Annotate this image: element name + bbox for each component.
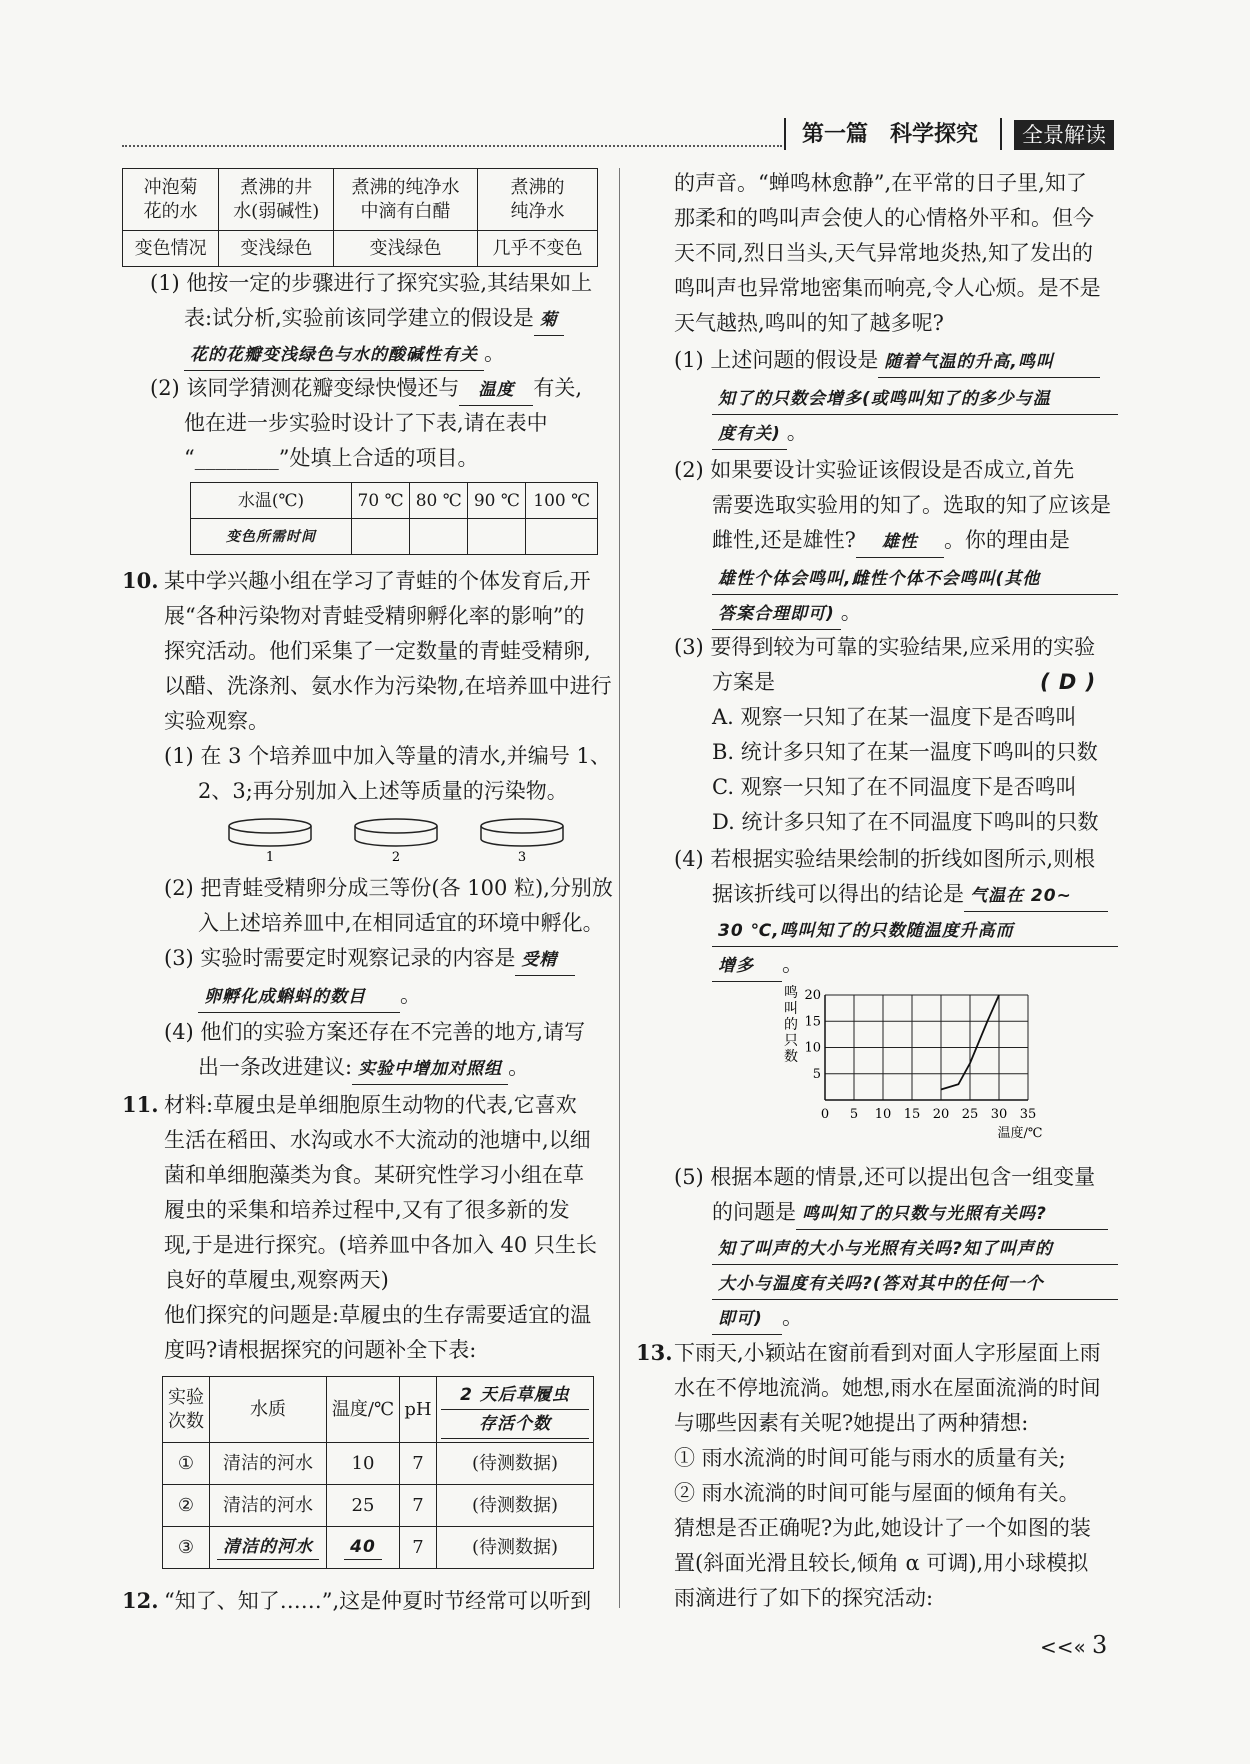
dish-label: 1 <box>265 850 275 864</box>
col-header: 水质 <box>210 1377 327 1443</box>
q10-s3b: 卵孵化成蝌蚪的数目 。 <box>198 980 421 1013</box>
cell-result: (待测数据) <box>437 1443 594 1485</box>
y-tick-label: 5 <box>812 1066 821 1082</box>
q10-l4: 以醋、洗涤剂、氨水作为污染物,在培养皿中进行 <box>164 674 612 698</box>
x-tick-label: 35 <box>1019 1107 1037 1122</box>
q13-l5: 置(斜面光滑且较长,倾角 α 可调),用小球模拟 <box>674 1551 1089 1575</box>
q11-l1: 材料:草履虫是单细胞原生动物的代表,它喜欢 <box>164 1093 577 1117</box>
y-tick-label: 10 <box>804 1040 821 1056</box>
col-header-answer <box>437 1377 594 1443</box>
q11-number: 11. <box>122 1092 159 1117</box>
table1-header: 煮沸的 纯净水 <box>477 169 597 231</box>
answer-q10-3b: 卵孵化成蝌蚪的数目 <box>198 982 400 1013</box>
q12-s1c: 度有关) 。 <box>712 417 808 450</box>
table-row <box>163 1527 594 1569</box>
header-badge: 全景解读 <box>1014 120 1114 150</box>
q12-r4: 鸣叫声也异常地密集而响亮,令人心烦。是不是 <box>674 276 1101 300</box>
q10-l2: 展“各种污染物对青蛙受精卵孵化率的影响”的 <box>164 604 585 628</box>
option-d: D. 统计多只知了在不同温度下鸣叫的只数 <box>712 810 1099 834</box>
y-label-char: 鸣 <box>784 985 798 1001</box>
page-number: 3 <box>1092 1631 1108 1659</box>
q12-s5d <box>712 1267 1118 1300</box>
petri-dishes <box>220 814 590 864</box>
answer-q12-5b: 知了叫声的大小与光照有关吗?知了叫声的 <box>712 1234 1118 1265</box>
q9-p2a: (2) 该同学猜测花瓣变绿快慢还与 温度 有关, <box>150 373 582 406</box>
q12-s2f: 答案合理即可) 。 <box>712 597 862 630</box>
q9-p2b: 他在进一步实验时设计了下表,请在表中 <box>184 411 548 435</box>
answer-q12-1c: 度有关) <box>712 419 787 450</box>
q12-s4a: (4) 若根据实验结果绘制的折线如图所示,则根 <box>674 847 1096 871</box>
q13-l6: 雨滴进行了如下的探究活动: <box>674 1586 934 1610</box>
q12-s4d: 增多 。 <box>712 949 803 982</box>
answer-q11-water: 清洁的河水 <box>217 1535 319 1560</box>
q12-s1b <box>712 382 1118 415</box>
y-tick-label: 20 <box>804 988 821 1003</box>
q12-s5e: 即可) 。 <box>712 1302 803 1335</box>
q12-r3: 天不同,烈日当头,天气异常地炎热,知了发出的 <box>674 241 1094 265</box>
q10-s1b: 2、3;再分别加入上述等质量的污染物。 <box>198 779 568 803</box>
column-divider <box>619 168 620 1608</box>
q12-s2c: 雌性,还是雄性? 雄性 。你的理由是 <box>712 525 1070 558</box>
footer-arrows: <<« <box>1040 1635 1086 1659</box>
cell-n: ③ <box>163 1527 210 1569</box>
cell-water: 清洁的河水 <box>210 1443 327 1485</box>
y-label-char: 数 <box>784 1049 798 1065</box>
chart-ylabel <box>784 985 798 1065</box>
x-tick-label: 15 <box>903 1107 921 1122</box>
q9-p1b: 表:试分析,实验前该同学建立的假设是 菊 <box>184 303 564 336</box>
table1-header: 冲泡菊 花的水 <box>123 169 219 231</box>
table-row <box>163 1485 594 1527</box>
answer-q12-2b: 雄性个体会鸣叫,雌性个体不会鸣叫(其他 <box>712 564 1118 595</box>
table-row <box>163 1443 594 1485</box>
table-paramecium <box>162 1376 594 1569</box>
dish-label: 2 <box>391 850 401 864</box>
header-dotted-rule <box>122 145 782 147</box>
y-label-char: 只 <box>784 1033 798 1049</box>
x-tick-label: 25 <box>961 1107 979 1122</box>
q11-l7: 他们探究的问题是:草履虫的生存需要适宜的温 <box>164 1303 592 1327</box>
col-header: 实验 次数 <box>163 1377 210 1443</box>
q12-s2b: 需要选取实验用的知了。选取的知了应该是 <box>712 493 1111 517</box>
x-tick-label: 10 <box>874 1107 892 1122</box>
q10-s4b: 出一条改进建议: 实验中增加对照组 。 <box>198 1052 529 1085</box>
answer-q11-h5a: 2 天后草履虫 <box>441 1381 589 1410</box>
q13-g2: ② 雨水流淌的时间可能与屋面的倾角有关。 <box>674 1481 1080 1505</box>
q12-number: 12. <box>122 1588 159 1613</box>
answer-q9-table: 变色所需时间 <box>191 519 352 555</box>
q12-s2e <box>712 562 1118 595</box>
q12-s5b: 的问题是 鸣叫知了的只数与光照有关吗? <box>712 1197 1108 1230</box>
q12-s3a: (3) 要得到较为可靠的实验结果,应采用的实验 <box>674 635 1096 659</box>
q10-l5: 实验观察。 <box>164 709 269 733</box>
q10-l1: 某中学兴趣小组在学习了青蛙的个体发育后,开 <box>164 569 591 593</box>
q12-s5a: (5) 根据本题的情景,还可以提出包含一组变量 <box>674 1165 1096 1189</box>
table1-cell: 变浅绿色 <box>219 231 334 267</box>
petri-dish <box>481 819 563 846</box>
table1-cell: 几乎不变色 <box>477 231 597 267</box>
q13-number: 13. <box>636 1340 673 1365</box>
answer-q9-1a: 菊 <box>534 305 564 336</box>
q11-l6: 良好的草履虫,观察两天) <box>164 1268 389 1292</box>
cell-temp: 10 <box>327 1443 400 1485</box>
answer-q9-1b: 花的花瓣变浅绿色与水的酸碱性有关 <box>184 340 484 371</box>
cell-result: (待测数据) <box>437 1527 594 1569</box>
cell-ph: 7 <box>400 1527 437 1569</box>
y-tick-label: 15 <box>804 1014 821 1030</box>
option-c: C. 观察一只知了在不同温度下是否鸣叫 <box>712 775 1077 799</box>
q11-l5: 现,于是进行探究。(培养皿中各加入 40 只生长 <box>164 1233 597 1257</box>
q10-s2a: (2) 把青蛙受精卵分成三等份(各 100 粒),分别放 <box>164 876 613 900</box>
q12-r2: 那柔和的鸣叫声会使人的心情格外平和。但今 <box>674 206 1094 230</box>
y-label-char: 的 <box>784 1017 798 1033</box>
y-label-char: 叫 <box>784 1001 798 1017</box>
q12-l1: “知了、知了……”,这是仲夏时节经常可以听到 <box>164 1589 592 1613</box>
answer-q11-h5b: 存活个数 <box>441 1410 589 1439</box>
q10-s1a: (1) 在 3 个培养皿中加入等量的清水,并编号 1、 <box>164 744 611 768</box>
cell-water-answer <box>210 1527 327 1569</box>
x-tick-label: 30 <box>990 1107 1008 1122</box>
chart-grid <box>825 995 1028 1100</box>
q12-s4b: 据该折线可以得出的结论是 气温在 20~ <box>712 879 1108 912</box>
cell-result: (待测数据) <box>437 1485 594 1527</box>
answer-q12-1a: 随着气温的升高,鸣叫 <box>878 347 1100 378</box>
answer-q12-5d: 即可) <box>712 1304 782 1335</box>
table1-header: 煮沸的纯净水 中滴有白醋 <box>334 169 478 231</box>
answer-q12-5c: 大小与温度有关吗?(答对其中的任何一个 <box>712 1269 1118 1300</box>
temp-cell: 80 ℃ <box>410 483 468 519</box>
answer-q12-5a: 鸣叫知了的只数与光照有关吗? <box>796 1199 1108 1230</box>
header-divider-1 <box>784 118 786 150</box>
answer-q10-3a: 受精 <box>515 945 575 976</box>
cicada-line-chart <box>770 985 1060 1140</box>
cell-temp-answer <box>327 1527 400 1569</box>
cell-n: ② <box>163 1485 210 1527</box>
header-chapter: 第一篇 <box>802 122 869 147</box>
q11-l4: 履虫的采集和培养过程中,又有了很多新的发 <box>164 1198 570 1222</box>
q13-l4: 猜想是否正确呢?为此,她设计了一个如图的装 <box>674 1516 1091 1540</box>
table1-header: 煮沸的井 水(弱碱性) <box>219 169 334 231</box>
table-chrysanthemum <box>122 168 598 267</box>
q10-number: 10. <box>122 568 159 593</box>
q13-l2: 水在不停地流淌。她想,雨水在屋面流淌的时间 <box>674 1376 1101 1400</box>
q10-s2b: 入上述培养皿中,在相同适宜的环境中孵化。 <box>198 911 604 935</box>
answer-q9-2: 温度 <box>459 375 533 406</box>
temp-label: 水温(℃) <box>191 483 352 519</box>
q12-s3b: 方案是 <box>712 670 775 694</box>
table1-cell: 变浅绿色 <box>334 231 478 267</box>
col-header: pH <box>400 1377 437 1443</box>
q13-g1: ① 雨水流淌的时间可能与雨水的质量有关; <box>674 1446 1066 1470</box>
q12-r5: 天气越热,鸣叫的知了越多呢? <box>674 311 944 335</box>
temp-cell: 90 ℃ <box>468 483 526 519</box>
q10-s3a: (3) 实验时需要定时观察记录的内容是 受精 <box>164 943 575 976</box>
cell-ph: 7 <box>400 1443 437 1485</box>
q10-l3: 探究活动。他们采集了一定数量的青蛙受精卵, <box>164 639 591 663</box>
answer-q12-4b: 30 ℃,鸣叫知了的只数随温度升高而 <box>712 916 1118 947</box>
header-section: 科学探究 <box>890 122 979 147</box>
header-divider-2 <box>1000 118 1002 150</box>
petri-dish <box>229 819 311 846</box>
x-tick-label: 0 <box>820 1107 830 1122</box>
option-a: A. 观察一只知了在某一温度下是否鸣叫 <box>712 705 1077 729</box>
q12-s2a: (2) 如果要设计实验证该假设是否成立,首先 <box>674 458 1075 482</box>
q13-l1: 下雨天,小颖站在窗前看到对面人字形屋面上雨 <box>674 1341 1101 1365</box>
chart-xlabel: 温度/℃ <box>997 1126 1043 1140</box>
q10-s4a: (4) 他们的实验方案还存在不完善的地方,请写 <box>164 1020 586 1044</box>
x-tick-label: 20 <box>932 1107 950 1122</box>
q9-p1a: (1) 他按一定的步骤进行了探究实验,其结果如上 <box>150 271 593 295</box>
q9-p1c: 花的花瓣变浅绿色与水的酸碱性有关 。 <box>184 338 505 371</box>
answer-q12-4c: 增多 <box>712 951 782 982</box>
q9-p2c: “________”处填上合适的项目。 <box>184 446 479 470</box>
q12-s5c <box>712 1232 1118 1265</box>
answer-q12-2: 雄性 <box>856 527 944 558</box>
cell-temp: 25 <box>327 1485 400 1527</box>
answer-q10-4: 实验中增加对照组 <box>352 1054 508 1085</box>
dish-label: 3 <box>517 850 527 864</box>
col-header: 温度/℃ <box>327 1377 400 1443</box>
cell-n: ① <box>163 1443 210 1485</box>
petri-dish <box>355 819 437 846</box>
q11-l3: 菌和单细胞藻类为食。某研究性学习小组在草 <box>164 1163 584 1187</box>
q12-r1: 的声音。“蝉鸣林愈静”,在平常的日子里,知了 <box>674 171 1087 195</box>
table-water-temp <box>190 482 598 555</box>
table1-row-label: 变色情况 <box>123 231 219 267</box>
answer-q12-2c: 答案合理即可) <box>712 599 841 630</box>
q12-s4c <box>712 914 1118 947</box>
answer-q12-1b: 知了的只数会增多(或鸣叫知了的多少与温 <box>712 384 1118 415</box>
temp-cell: 100 ℃ <box>526 483 598 519</box>
answer-q11-temp: 40 <box>344 1535 382 1560</box>
q11-l2: 生活在稻田、水沟或水不大流动的池塘中,以细 <box>164 1128 591 1152</box>
q11-l8: 度吗?请根据探究的问题补全下表: <box>164 1338 477 1362</box>
option-b: B. 统计多只知了在某一温度下鸣叫的只数 <box>712 740 1098 764</box>
temp-cell: 70 ℃ <box>352 483 410 519</box>
q13-l3: 与哪些因素有关呢?她提出了两种猜想: <box>674 1411 1029 1435</box>
x-tick-label: 5 <box>849 1107 859 1122</box>
cell-water: 清洁的河水 <box>210 1485 327 1527</box>
answer-q12-4a: 气温在 20~ <box>964 881 1108 912</box>
cell-ph: 7 <box>400 1485 437 1527</box>
answer-q12-3: ( D ) <box>1040 670 1097 694</box>
q12-s1a: (1) 上述问题的假设是 随着气温的升高,鸣叫 <box>674 345 1100 378</box>
